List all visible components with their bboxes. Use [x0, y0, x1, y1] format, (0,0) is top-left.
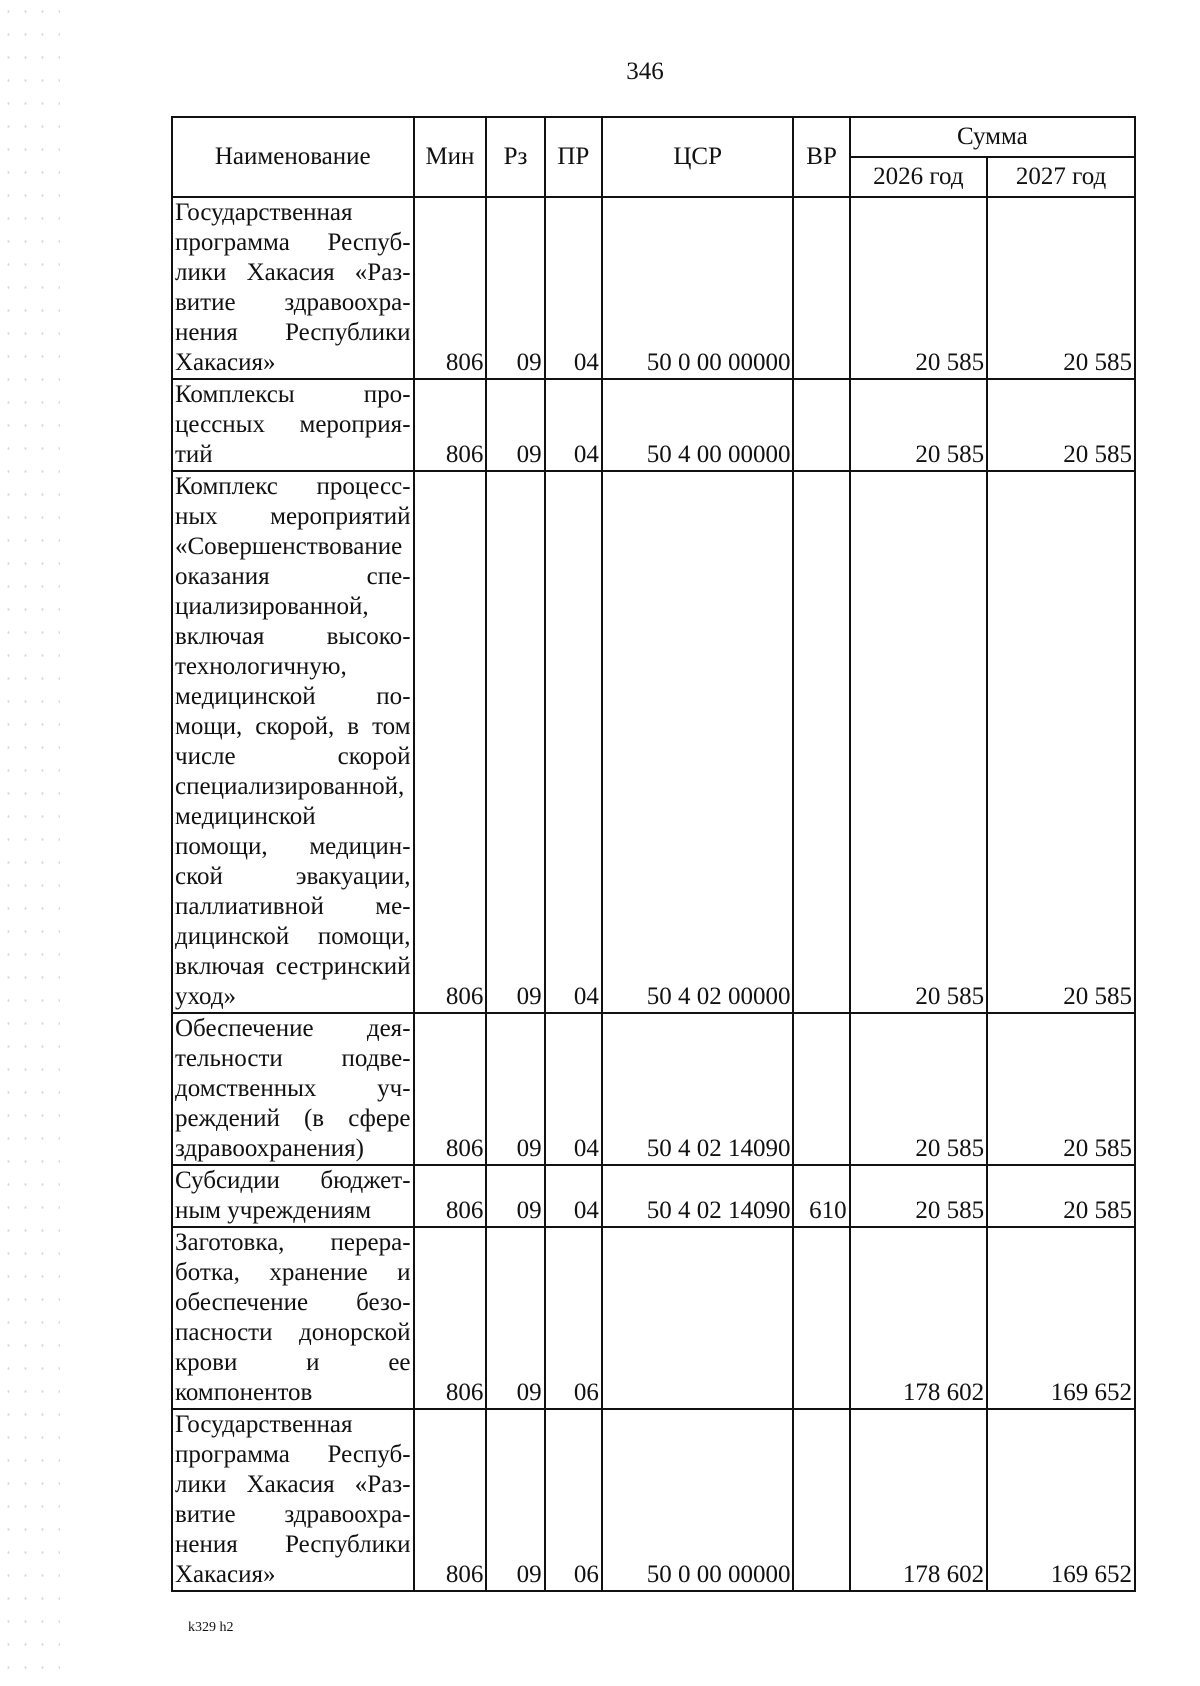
- row-pr: 04: [545, 379, 602, 471]
- row-sum-2026: 20 585: [850, 197, 987, 379]
- row-name: Государственная программа Республики Хакасия «Развитие здравоохранения Республики Хакасия»: [172, 197, 414, 379]
- row-rz: 09: [486, 1227, 544, 1409]
- row-sum-2027: 169 652: [987, 1227, 1135, 1409]
- table-row: [172, 1409, 1135, 1591]
- table-row: [172, 1013, 1135, 1165]
- row-sum-2026: 20 585: [850, 379, 987, 471]
- row-min: 806: [414, 471, 487, 1013]
- row-sum-2026: 20 585: [850, 471, 987, 1013]
- row-csr: 50 4 00 00000: [602, 379, 794, 471]
- row-sum-2026: 178 602: [850, 1227, 987, 1409]
- row-rz: 09: [486, 1409, 544, 1591]
- row-rz: 09: [486, 1165, 544, 1227]
- row-vr: [793, 197, 849, 379]
- row-min: 806: [414, 379, 487, 471]
- row-vr: [793, 379, 849, 471]
- scan-noise: [0, 0, 60, 1686]
- table-row: [172, 1227, 1135, 1409]
- row-pr: 06: [545, 1227, 602, 1409]
- row-pr: 04: [545, 197, 602, 379]
- row-pr: 04: [545, 1165, 602, 1227]
- row-vr: [793, 1013, 849, 1165]
- row-min: 806: [414, 1165, 487, 1227]
- table-row: [172, 379, 1135, 471]
- table-row: [172, 197, 1135, 379]
- page-number: 346: [626, 58, 664, 85]
- header-year-2027: 2027 год: [987, 157, 1135, 197]
- row-csr: 50 0 00 00000: [602, 1409, 794, 1591]
- row-name: Комплекс процессных мероприятий «Совершенствование оказания специализированной, включая высокотехнологичную, медицинской помощи, скорой, в том числе скорой специализированной, медицинской помощи, медицинской эвакуации, паллиативной медицинской помощи, включая сестринский уход»: [172, 471, 414, 1013]
- row-rz: 09: [486, 1013, 544, 1165]
- row-sum-2027: 20 585: [987, 1165, 1135, 1227]
- row-vr: 610: [793, 1165, 849, 1227]
- row-min: 806: [414, 197, 487, 379]
- row-sum-2026: 20 585: [850, 1013, 987, 1165]
- row-rz: 09: [486, 197, 544, 379]
- row-csr: 50 4 02 00000: [602, 471, 794, 1013]
- row-vr: [793, 471, 849, 1013]
- row-pr: 04: [545, 471, 602, 1013]
- row-vr: [793, 1409, 849, 1591]
- row-min: 806: [414, 1013, 487, 1165]
- row-sum-2027: 20 585: [987, 1013, 1135, 1165]
- header-name: Наименование: [172, 117, 414, 197]
- header-min: Мин: [414, 117, 487, 197]
- header-csr: ЦСР: [602, 117, 794, 197]
- row-vr: [793, 1227, 849, 1409]
- header-vr: ВР: [793, 117, 849, 197]
- row-sum-2027: 20 585: [987, 379, 1135, 471]
- row-name: Субсидии бюджетным учреждениям: [172, 1165, 414, 1227]
- table-row: [172, 471, 1135, 1013]
- row-name: Обеспечение деятельности подведомственных учреждений (в сфере здравоохранения): [172, 1013, 414, 1165]
- row-name: Заготовка, переработка, хранение и обеспечение безопасности донорской крови и ее компонентов: [172, 1227, 414, 1409]
- row-sum-2027: 169 652: [987, 1409, 1135, 1591]
- row-pr: 04: [545, 1013, 602, 1165]
- row-sum-2026: 178 602: [850, 1409, 987, 1591]
- row-min: 806: [414, 1227, 487, 1409]
- row-rz: 09: [486, 471, 544, 1013]
- header-year-2026: 2026 год: [850, 157, 987, 197]
- header-pr: ПР: [545, 117, 602, 197]
- footer-document-code: k329 h2: [188, 1620, 234, 1635]
- header-rz: Рз: [486, 117, 544, 197]
- header-sum: Сумма: [850, 117, 1135, 157]
- row-sum-2027: 20 585: [987, 197, 1135, 379]
- row-pr: 06: [545, 1409, 602, 1591]
- row-rz: 09: [486, 379, 544, 471]
- table-row: [172, 1165, 1135, 1227]
- row-min: 806: [414, 1409, 487, 1591]
- row-sum-2026: 20 585: [850, 1165, 987, 1227]
- row-name: Комплексы процессных мероприятий: [172, 379, 414, 471]
- row-csr: 50 4 02 14090: [602, 1013, 794, 1165]
- row-name: Государственная программа Республики Хакасия «Развитие здравоохранения Республики Хакасия»: [172, 1409, 414, 1591]
- row-csr: 50 4 02 14090: [602, 1165, 794, 1227]
- row-sum-2027: 20 585: [987, 471, 1135, 1013]
- row-csr: [602, 1227, 794, 1409]
- row-csr: 50 0 00 00000: [602, 197, 794, 379]
- budget-table: [171, 116, 1136, 1592]
